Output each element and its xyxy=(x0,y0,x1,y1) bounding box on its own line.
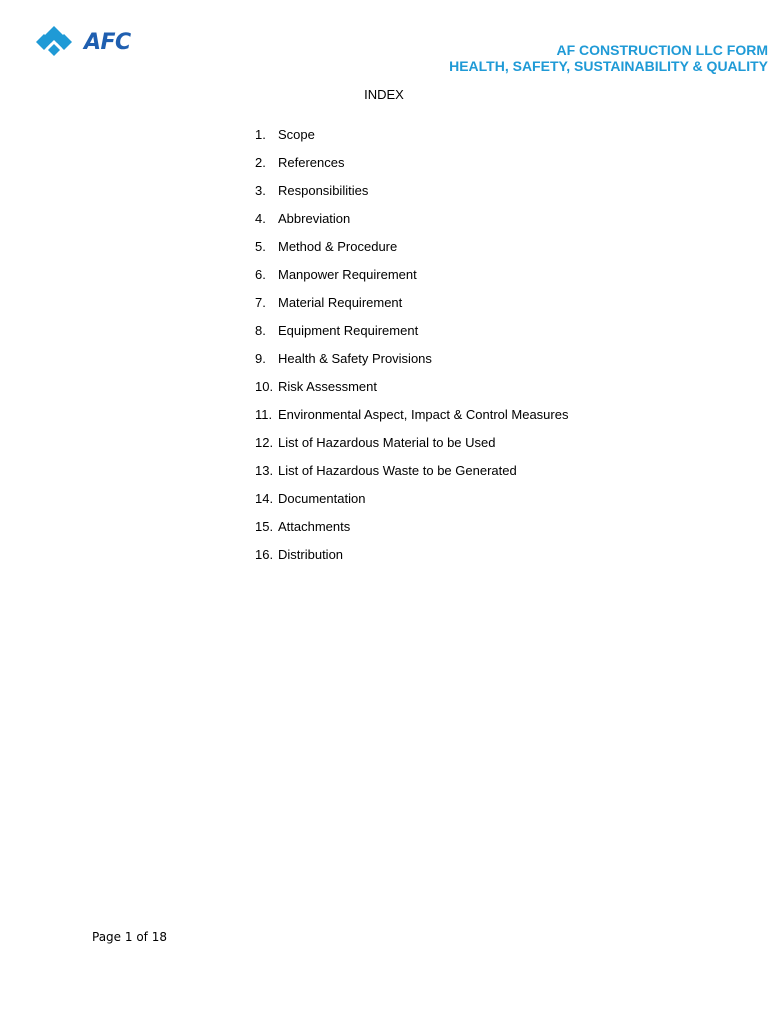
toc-item xyxy=(255,267,568,295)
toc-item xyxy=(255,239,568,267)
toc-item-label: List of Hazardous Waste to be Generated xyxy=(278,463,517,478)
diamond-logo-icon xyxy=(34,26,76,60)
toc-item xyxy=(255,183,568,211)
toc-item xyxy=(255,463,568,491)
page-number: Page 1 of 18 xyxy=(92,930,167,944)
toc-item-label: Documentation xyxy=(278,491,366,506)
toc-item-number: 11. xyxy=(255,407,273,422)
toc-item-label: Scope xyxy=(278,127,315,142)
toc-item xyxy=(255,547,568,575)
toc-item-label: Method & Procedure xyxy=(278,239,398,254)
toc-item-label: Environmental Aspect, Impact & Control Measures xyxy=(278,407,569,422)
logo-text: AFC xyxy=(84,30,131,55)
index-title: INDEX xyxy=(364,87,404,102)
toc-item-number: 14. xyxy=(255,491,274,506)
toc-item-label: Attachments xyxy=(278,519,351,534)
toc-item-number: 6. xyxy=(255,267,266,282)
toc-item-label: Health & Safety Provisions xyxy=(278,351,432,366)
toc-item xyxy=(255,379,568,407)
toc-item-number: 13. xyxy=(255,463,274,478)
toc-item xyxy=(255,211,568,239)
toc-item-label: Material Requirement xyxy=(278,295,403,310)
toc-item-label: Risk Assessment xyxy=(278,379,377,394)
toc-item-label: References xyxy=(278,155,345,170)
toc-item-label: Abbreviation xyxy=(278,211,351,226)
toc-item xyxy=(255,155,568,183)
toc-item-number: 8. xyxy=(255,323,266,338)
toc-item-number: 12. xyxy=(255,435,274,450)
toc-item-number: 4. xyxy=(255,211,266,226)
company-line1: AF CONSTRUCTION LLC FORM xyxy=(556,42,768,58)
toc-item-number: 3. xyxy=(255,183,266,198)
company-line2: HEALTH, SAFETY, SUSTAINABILITY & QUALITY xyxy=(449,58,768,74)
toc-item xyxy=(255,127,568,155)
toc-item xyxy=(255,491,568,519)
company-logo xyxy=(34,26,76,60)
toc-item-label: List of Hazardous Material to be Used xyxy=(278,435,496,450)
toc-item xyxy=(255,519,568,547)
toc-item-number: 2. xyxy=(255,155,266,170)
toc-item xyxy=(255,351,568,379)
toc-item-number: 9. xyxy=(255,351,266,366)
toc-item-number: 1. xyxy=(255,127,266,142)
toc-item xyxy=(255,435,568,463)
toc-item-label: Equipment Requirement xyxy=(278,323,419,338)
toc-item-label: Responsibilities xyxy=(278,183,369,198)
toc-item-number: 5. xyxy=(255,239,266,254)
toc-item-number: 15. xyxy=(255,519,274,534)
company-header xyxy=(449,42,768,74)
toc-item-number: 10. xyxy=(255,379,274,394)
toc-item-label: Distribution xyxy=(278,547,344,562)
toc-item-label: Manpower Requirement xyxy=(278,267,417,282)
toc-item xyxy=(255,407,568,435)
toc-item xyxy=(255,295,568,323)
table-of-contents xyxy=(255,127,568,575)
toc-item-number: 7. xyxy=(255,295,266,310)
toc-item-number: 16. xyxy=(255,547,274,562)
toc-item xyxy=(255,323,568,351)
